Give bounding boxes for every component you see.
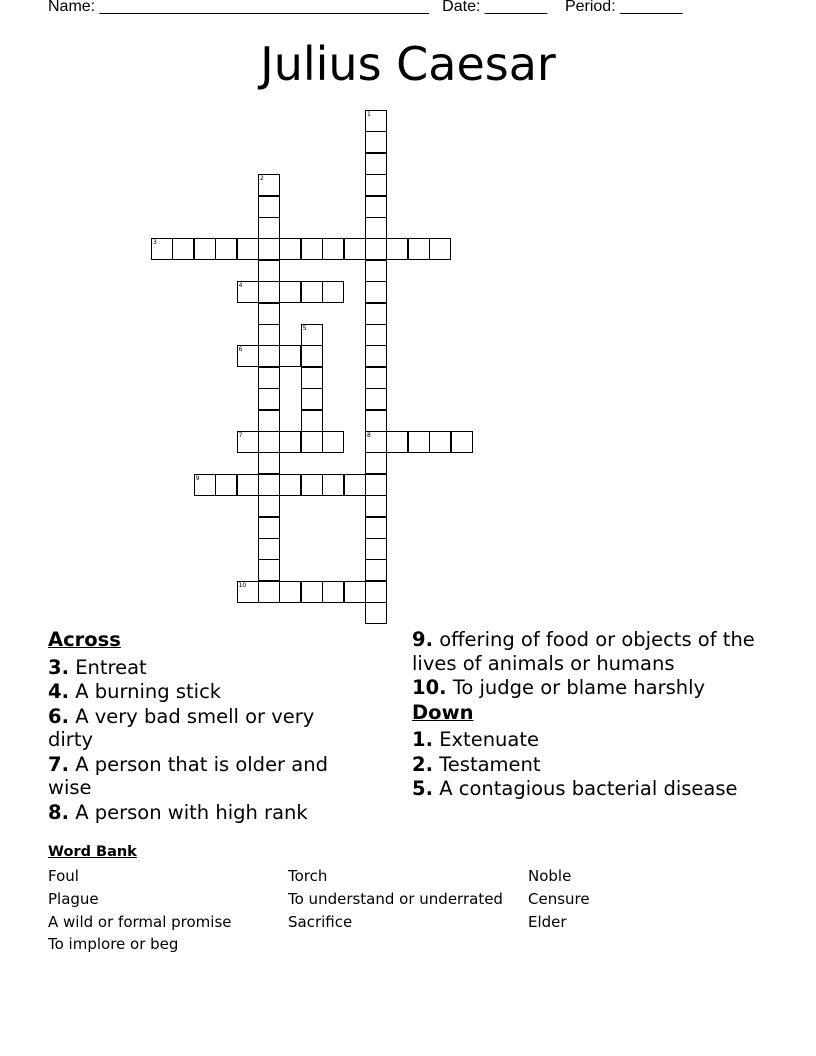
crossword-cell[interactable] <box>258 538 280 560</box>
crossword-cell[interactable] <box>408 238 430 260</box>
clue-across-3: 3. Entreat <box>48 655 147 679</box>
crossword-cell[interactable] <box>365 474 387 496</box>
crossword-cell[interactable] <box>301 581 323 603</box>
crossword-cell[interactable] <box>215 474 237 496</box>
crossword-cell[interactable] <box>365 260 387 282</box>
crossword-cell[interactable] <box>258 495 280 517</box>
crossword-cell[interactable] <box>258 281 280 303</box>
crossword-cell[interactable] <box>365 581 387 603</box>
crossword-cell[interactable] <box>365 303 387 325</box>
crossword-cell[interactable] <box>365 517 387 539</box>
crossword-cell[interactable] <box>301 367 323 389</box>
crossword-cell[interactable] <box>429 238 451 260</box>
clue-number-10: 10 <box>238 581 247 589</box>
crossword-cell[interactable] <box>365 345 387 367</box>
crossword-cell[interactable] <box>301 345 323 367</box>
crossword-cell[interactable] <box>301 238 323 260</box>
name-blank[interactable]: _____________________________________ <box>99 0 429 15</box>
crossword-cell[interactable] <box>365 602 387 624</box>
crossword-cell[interactable] <box>258 410 280 432</box>
clue-number-3: 3 <box>153 239 157 247</box>
crossword-cell[interactable] <box>258 452 280 474</box>
crossword-cell[interactable] <box>344 581 366 603</box>
crossword-cell[interactable] <box>258 324 280 346</box>
page-title: Julius Caesar <box>260 37 556 91</box>
name-label: Name: <box>48 0 96 15</box>
crossword-cell[interactable] <box>365 110 387 132</box>
crossword-cell[interactable] <box>301 410 323 432</box>
clue-across-6: 6. A very bad smell or very dirty <box>48 704 315 751</box>
crossword-cell[interactable] <box>365 431 387 453</box>
crossword-cell[interactable] <box>365 281 387 303</box>
crossword-cell[interactable] <box>279 474 301 496</box>
crossword-cell[interactable] <box>279 581 301 603</box>
crossword-cell[interactable] <box>258 196 280 218</box>
clues-column-right <box>412 628 762 802</box>
crossword-cell[interactable] <box>258 174 280 196</box>
clue-down-2: 2. Testament <box>412 752 541 776</box>
clue-across-9: 9. offering of food or objects of the lives of animals or humans <box>412 628 755 675</box>
crossword-cell[interactable] <box>301 431 323 453</box>
clue-number-4: 4 <box>238 282 243 290</box>
crossword-cell[interactable] <box>237 581 259 603</box>
period-label: Period: <box>564 0 616 15</box>
crossword-cell[interactable] <box>301 388 323 410</box>
crossword-cell[interactable] <box>258 431 280 453</box>
date-label: Date: <box>442 0 481 15</box>
crossword-cell[interactable] <box>237 474 259 496</box>
clue-across-7: 7. A person that is older and wise <box>48 752 328 799</box>
clue-down-5: 5. A contagious bacterial disease <box>412 777 738 800</box>
crossword-cell[interactable] <box>172 238 194 260</box>
crossword-cell[interactable] <box>365 495 387 517</box>
crossword-cell[interactable] <box>258 217 280 239</box>
crossword-cell[interactable] <box>451 431 473 453</box>
crossword-cell[interactable] <box>258 303 280 325</box>
crossword-cell[interactable] <box>279 238 301 260</box>
crossword-cell[interactable] <box>279 281 301 303</box>
crossword-cell[interactable] <box>365 538 387 560</box>
word-bank-item: Censure <box>528 890 590 908</box>
crossword-cell[interactable] <box>258 238 280 260</box>
crossword-cell[interactable] <box>215 238 237 260</box>
crossword-cell[interactable] <box>365 367 387 389</box>
crossword-cell[interactable] <box>258 345 280 367</box>
clue-number-1: 1 <box>367 111 371 118</box>
crossword-cell[interactable] <box>322 431 344 453</box>
crossword-cell[interactable] <box>258 367 280 389</box>
crossword-cell[interactable] <box>365 217 387 239</box>
crossword-cell[interactable] <box>365 131 387 153</box>
word-bank-item: Torch <box>288 867 328 885</box>
crossword-cell[interactable] <box>429 431 451 453</box>
crossword-cell[interactable] <box>301 281 323 303</box>
crossword-cell[interactable] <box>344 474 366 496</box>
clue-across-8: 8. A person with high rank <box>48 800 308 824</box>
crossword-cell[interactable] <box>258 474 280 496</box>
crossword-cell[interactable] <box>279 345 301 367</box>
across-heading: Across <box>48 628 121 651</box>
word-bank-item: Noble <box>528 867 572 885</box>
crossword-cell[interactable] <box>151 238 173 260</box>
crossword-cell[interactable] <box>365 324 387 346</box>
clue-number-9: 9 <box>195 474 200 482</box>
crossword-cell[interactable] <box>237 238 259 260</box>
clues-column-left <box>48 628 348 825</box>
word-bank-item: Sacrifice <box>288 913 353 931</box>
clue-number-7: 7 <box>238 432 243 439</box>
word-bank-item: To implore or beg <box>48 935 179 953</box>
crossword-cell[interactable] <box>258 260 280 282</box>
crossword-cell[interactable] <box>365 388 387 410</box>
crossword-cell[interactable] <box>386 238 408 260</box>
clue-number-8: 8 <box>367 432 371 439</box>
crossword-cell[interactable] <box>194 474 216 496</box>
word-bank-item: Plague <box>48 890 99 908</box>
crossword-cell[interactable] <box>365 238 387 260</box>
crossword-cell[interactable] <box>301 474 323 496</box>
word-bank-item: Elder <box>528 913 567 931</box>
word-bank-item: Foul <box>48 867 79 885</box>
crossword-cell[interactable] <box>322 238 344 260</box>
clue-across-4: 4. A burning stick <box>48 680 222 703</box>
crossword-cell[interactable] <box>322 281 344 303</box>
crossword-cell[interactable] <box>365 196 387 218</box>
crossword-cell[interactable] <box>322 474 344 496</box>
word-bank-title: Word Bank <box>48 844 137 860</box>
crossword-cell[interactable] <box>408 431 430 453</box>
crossword-cell[interactable] <box>237 345 259 367</box>
crossword-cell[interactable] <box>279 431 301 453</box>
crossword-cell[interactable] <box>365 410 387 432</box>
crossword-cell[interactable] <box>344 238 366 260</box>
date-blank[interactable]: _______ <box>484 0 548 15</box>
period-blank[interactable]: _______ <box>620 0 683 15</box>
crossword-cell[interactable] <box>365 153 387 175</box>
crossword-cell[interactable] <box>194 238 216 260</box>
crossword-cell[interactable] <box>301 324 323 346</box>
word-bank-item: To understand or underrated <box>288 890 503 908</box>
clue-number-2: 2 <box>260 175 264 183</box>
crossword-cell[interactable] <box>365 174 387 196</box>
clue-number-5: 5 <box>302 325 307 332</box>
crossword-cell[interactable] <box>386 431 408 453</box>
crossword-cell[interactable] <box>258 581 280 603</box>
clue-number-6: 6 <box>238 346 243 354</box>
clue-across-10: 10. To judge or blame harshly <box>412 676 706 699</box>
crossword-cell[interactable] <box>258 388 280 410</box>
down-heading: Down <box>412 700 474 724</box>
clue-down-1: 1. Extenuate <box>412 728 540 751</box>
crossword-cell[interactable] <box>237 281 259 303</box>
crossword-cell[interactable] <box>237 431 259 453</box>
crossword-cell[interactable] <box>322 581 344 603</box>
crossword-cell[interactable] <box>365 559 387 581</box>
crossword-cell[interactable] <box>365 452 387 474</box>
crossword-cell[interactable] <box>258 517 280 539</box>
word-bank-item: A wild or formal promise <box>48 913 232 931</box>
crossword-cell[interactable] <box>258 559 280 581</box>
